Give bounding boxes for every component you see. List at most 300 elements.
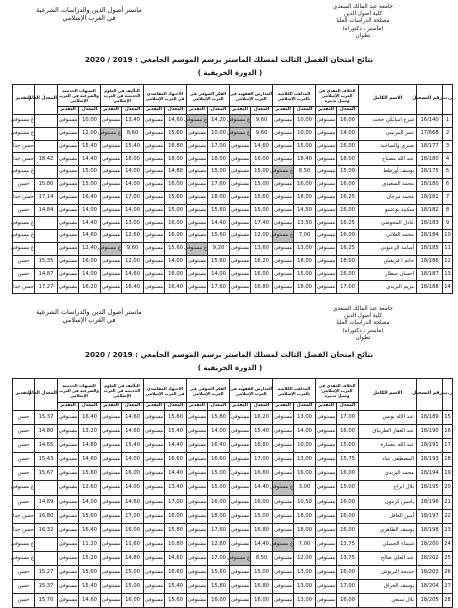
cell-module-average: 16,25 (337, 217, 359, 230)
cell-final-appreciation: حسن (13, 566, 35, 580)
cell-module-appreciation: مستوفى (144, 481, 165, 495)
cell-full-name: عبد العلي صالح (359, 551, 417, 565)
col-module-appreciation: التقدير (101, 403, 122, 411)
cell-module-appreciation: مستوفى (58, 439, 79, 453)
cell-module-appreciation: مستوفى (187, 140, 208, 153)
header-row (13, 379, 453, 403)
table-row (13, 594, 453, 608)
cell-module-average: 17,60 (208, 178, 230, 191)
table-row (13, 580, 453, 594)
cell-module-average: 16,00 (337, 425, 359, 439)
cell-module-appreciation: مستوفى (316, 580, 337, 594)
cell-registration: 16/140 (417, 115, 443, 128)
cell-module-appreciation: مستوفى (316, 127, 337, 140)
col-module-average: المعدل (79, 107, 101, 115)
cell-module-average: 3,00 (294, 481, 316, 495)
cell-module-average: 12,60 (122, 230, 144, 243)
table-row (13, 481, 453, 495)
cell-final-average: 14,89 (35, 495, 58, 509)
cell-module-average: 16,00 (251, 495, 273, 509)
cell-module-appreciation: مستوفى (316, 166, 337, 179)
cell-module-appreciation: مستوفى (187, 453, 208, 467)
cell-module-average: 17,00 (251, 453, 273, 467)
cell-num: 12 (443, 255, 453, 268)
cell-module-average: 14,00 (79, 495, 101, 509)
cell-module-appreciation: مستوفى (144, 495, 165, 509)
col-module-appreciation: التقدير (230, 107, 251, 115)
cell-module-average: 16,00 (251, 594, 273, 608)
cell-module-average: 18,00 (294, 523, 316, 537)
table-row (13, 230, 453, 243)
cell-module-average: 12,00 (294, 551, 316, 565)
cell-module-appreciation: مستوفى (144, 453, 165, 467)
cell-module-average: 14,60 (122, 495, 144, 509)
cell-final-average (35, 115, 58, 128)
cell-module-appreciation: مستوفى (230, 191, 251, 204)
cell-module-average: 12,00 (122, 255, 144, 268)
cell-module-appreciation: مستوفى (144, 166, 165, 179)
cell-module-average: 13,00 (294, 580, 316, 594)
cell-registration: 18/203 (417, 566, 443, 580)
cell-full-name: احسان سطار (359, 268, 417, 281)
cell-num: 9 (443, 217, 453, 230)
col-module-appreciation: التقدير (230, 403, 251, 411)
cell-module-average: 16,60 (208, 453, 230, 467)
cell-module-appreciation: مستوفى (144, 281, 165, 294)
cell-registration: 18/186 (417, 255, 443, 268)
cell-final-appreciation: غ مستوفى (13, 127, 35, 140)
cell-num: 8 (443, 204, 453, 217)
col-module-average: المعدل (165, 403, 187, 411)
cell-num: 17 (443, 439, 453, 453)
cell-module-average: 17,00 (122, 191, 144, 204)
cell-module-average: 15,75 (337, 453, 359, 467)
cell-module-appreciation: مستوفى (273, 495, 294, 509)
cell-module-average: 16,00 (165, 230, 187, 243)
cell-module-appreciation: مستوفى (316, 551, 337, 565)
table-row (13, 453, 453, 467)
university-line: (ماستر ، دكتوراه) (342, 25, 384, 32)
cell-module-appreciation: مستوفى (230, 566, 251, 580)
table-row (13, 115, 453, 128)
cell-module-appreciation: مستوفى (101, 140, 122, 153)
table-row (13, 268, 453, 281)
cell-module-appreciation: مستوفى (273, 566, 294, 580)
cell-module-appreciation: مستوفى (144, 411, 165, 425)
col-module-average: المعدل (251, 107, 273, 115)
col-module-average: المعدل (122, 107, 144, 115)
cell-num: 26 (443, 566, 453, 580)
cell-module-average: 15,00 (165, 204, 187, 217)
col-module-title: المذاهب الكلامية بالغرب الإسلامي (273, 85, 316, 107)
cell-module-average: 16,80 (251, 523, 273, 537)
col-module-title: المذاهب الكلامية بالغرب الإسلامي (273, 379, 316, 403)
cell-final-average (35, 166, 58, 179)
cell-module-appreciation: مستوفى (58, 204, 79, 217)
cell-module-average: 10,00 (294, 127, 316, 140)
cell-registration: 18/195 (417, 481, 443, 495)
col-module-title: الشبهات الحديثية والشرعية في الغرب الإسلامي (58, 379, 101, 403)
col-module-average: المعدل (208, 107, 230, 115)
cell-module-appreciation: مستوفى (316, 242, 337, 255)
cell-module-appreciation: مستوفى (316, 230, 337, 243)
cell-module-average: 17,00 (337, 580, 359, 594)
cell-module-average: 16,00 (165, 217, 187, 230)
cell-module-average: 16,00 (337, 204, 359, 217)
table-row (13, 191, 453, 204)
cell-module-appreciation: مستوفى (273, 281, 294, 294)
cell-module-appreciation: مستوفى (316, 425, 337, 439)
cell-module-average: 16,60 (251, 467, 273, 481)
col-module-appreciation: التقدير (144, 403, 165, 411)
cell-module-average: 14,60 (79, 594, 101, 608)
cell-module-appreciation: مستوفى (58, 594, 79, 608)
cell-module-average: 16,00 (122, 467, 144, 481)
cell-module-average: 15,60 (79, 509, 101, 523)
cell-num: 21 (443, 495, 453, 509)
cell-module-average: 12,80 (208, 537, 230, 551)
cell-module-appreciation: مستوفى (101, 551, 122, 565)
cell-final-average (35, 242, 58, 255)
cell-module-appreciation: مستوفى (101, 153, 122, 166)
cell-module-average: 15,00 (251, 204, 273, 217)
cell-module-appreciation: مستوفى (101, 230, 122, 243)
cell-module-average: 14,00 (122, 178, 144, 191)
cell-module-average: 16,00 (337, 140, 359, 153)
cell-final-average (35, 127, 58, 140)
table-row (13, 178, 453, 191)
cell-module-average: 15,60 (208, 230, 230, 243)
cell-module-appreciation: مستوفى (58, 268, 79, 281)
cell-module-appreciation: مستوفى (58, 153, 79, 166)
cell-final-appreciation: حسن (13, 255, 35, 268)
cell-module-appreciation: مستوفى (316, 467, 337, 481)
cell-module-appreciation: مستوفى (273, 115, 294, 128)
cell-module-average: 7,00 (294, 537, 316, 551)
cell-num: 2 (443, 127, 453, 140)
cell-num: 6 (443, 178, 453, 191)
cell-module-average: 17,00 (208, 140, 230, 153)
cell-module-average: 14,20 (208, 115, 230, 128)
cell-module-appreciation: مستوفى (187, 191, 208, 204)
col-module-appreciation: التقدير (58, 403, 79, 411)
cell-final-average (35, 537, 58, 551)
cell-module-appreciation: مستوفى (316, 453, 337, 467)
cell-module-appreciation: مستوفى (144, 178, 165, 191)
cell-module-appreciation: مستوفى (58, 481, 79, 495)
cell-module-appreciation: مستوفى (58, 242, 79, 255)
cell-final-appreciation: حسن جدا (13, 509, 35, 523)
cell-module-average: 14,00 (79, 204, 101, 217)
cell-full-name: مريم البزيدي (359, 281, 417, 294)
cell-module-appreciation: مستوفى (230, 255, 251, 268)
cell-module-average: 11,20 (79, 537, 101, 551)
cell-module-average: 18,00 (165, 153, 187, 166)
cell-module-appreciation: مستوفى (273, 242, 294, 255)
cell-module-appreciation: مستوفى (230, 495, 251, 509)
results-table (12, 378, 453, 608)
cell-module-appreciation: غ مستوفى (101, 242, 122, 255)
cell-module-average: 14,60 (79, 230, 101, 243)
cell-module-average: 15,60 (208, 566, 230, 580)
col-registration: رقم التسجيل (417, 85, 443, 115)
col-final-average: المعدل العام (35, 379, 58, 411)
cell-module-average: 14,60 (165, 115, 187, 128)
cell-registration: 18/181 (417, 191, 443, 204)
cell-module-appreciation: مستوفى (230, 217, 251, 230)
cell-full-name: أسامة الزعبوني (359, 242, 417, 255)
cell-final-appreciation: غ مستوفى (13, 242, 35, 255)
table-row (13, 523, 453, 537)
program-header (14, 6, 164, 22)
cell-module-appreciation: مستوفى (58, 523, 79, 537)
cell-module-average: 10,00 (208, 127, 230, 140)
cell-module-average: 16,60 (165, 566, 187, 580)
cell-module-appreciation: غ مستوفى (273, 537, 294, 551)
cell-module-average: 16,00 (294, 467, 316, 481)
cell-module-average: 14,40 (79, 153, 101, 166)
cell-final-appreciation: حسن جدا (13, 523, 35, 537)
cell-module-appreciation: مستوفى (58, 191, 79, 204)
cell-module-appreciation: مستوفى (144, 255, 165, 268)
cell-full-name: يوسف الطاهري (359, 523, 417, 537)
cell-module-average: 16,00 (208, 594, 230, 608)
cell-module-appreciation: مستوفى (58, 217, 79, 230)
cell-final-average: 15,37 (35, 411, 58, 425)
col-module-appreciation: التقدير (58, 107, 79, 115)
cell-module-average: 16,20 (79, 281, 101, 294)
cell-module-average: 15,00 (208, 467, 230, 481)
cell-full-name: بلال ابراح (359, 481, 417, 495)
col-module-appreciation: التقدير (187, 403, 208, 411)
cell-module-appreciation: مستوفى (273, 523, 294, 537)
table-row (13, 551, 453, 565)
cell-module-appreciation: مستوفى (101, 594, 122, 608)
cell-final-appreciation: حسن (13, 580, 35, 594)
cell-module-appreciation: مستوفى (273, 551, 294, 565)
cell-module-average: 17,00 (122, 509, 144, 523)
cell-module-average: 9,60 (251, 115, 273, 128)
results-table (12, 84, 453, 294)
cell-module-appreciation: غ مستوفى (273, 481, 294, 495)
cell-module-appreciation: مستوفى (101, 281, 122, 294)
cell-module-appreciation: مستوفى (273, 217, 294, 230)
cell-module-average: 12,40 (79, 242, 101, 255)
cell-final-average: 16,32 (35, 523, 58, 537)
cell-module-appreciation: مستوفى (58, 566, 79, 580)
cell-module-average: 15,40 (165, 425, 187, 439)
cell-full-name: المصطفى عياد (359, 453, 417, 467)
cell-module-average: 14,80 (165, 166, 187, 179)
cell-module-appreciation: مستوفى (58, 230, 79, 243)
cell-final-appreciation: حسن (13, 439, 35, 453)
cell-registration: 18/204 (417, 580, 443, 594)
cell-module-appreciation: مستوفى (58, 281, 79, 294)
table-row (13, 255, 453, 268)
cell-module-average: 10,80 (165, 537, 187, 551)
university-line: (ماستر ، دكتوراه) (342, 327, 384, 334)
cell-module-average: 18,00 (294, 191, 316, 204)
cell-module-average: 15,80 (208, 411, 230, 425)
cell-module-appreciation: مستوفى (101, 467, 122, 481)
cell-module-average: 13,50 (294, 217, 316, 230)
cell-module-average: 15,40 (79, 140, 101, 153)
cell-registration: 18/184 (417, 230, 443, 243)
cell-module-average: 15,00 (251, 566, 273, 580)
cell-num: 15 (443, 411, 453, 425)
cell-full-name: خديجة البربوش (359, 566, 417, 580)
cell-module-average: 10,00 (79, 115, 101, 128)
cell-module-average: 15,60 (79, 566, 101, 580)
cell-module-average: 14,60 (165, 551, 187, 565)
cell-module-average: 13,20 (79, 425, 101, 439)
cell-module-appreciation: مستوفى (144, 425, 165, 439)
cell-num: 5 (443, 166, 453, 179)
university-header (308, 306, 418, 342)
results-sheet-top (0, 0, 458, 300)
cell-full-name: سكينة بوعثمو (359, 204, 417, 217)
cell-module-appreciation: مستوفى (230, 411, 251, 425)
cell-module-average: 14,00 (294, 425, 316, 439)
cell-module-average: 16,20 (251, 411, 273, 425)
cell-module-appreciation: مستوفى (58, 255, 79, 268)
cell-module-average: 15,60 (165, 127, 187, 140)
university-line: جامعة عبد المالك السعدي (332, 4, 394, 10)
cell-module-average: 15,40 (251, 425, 273, 439)
table-row (13, 495, 453, 509)
cell-module-average: 13,40 (165, 481, 187, 495)
cell-full-name: عمر المرنيني (359, 127, 417, 140)
cell-module-appreciation: مستوفى (144, 551, 165, 565)
cell-module-appreciation: مستوفى (316, 153, 337, 166)
cell-registration: 18/194 (417, 467, 443, 481)
cell-module-appreciation: مستوفى (187, 268, 208, 281)
cell-registration: 18/190 (417, 425, 443, 439)
cell-final-appreciation: حسن (13, 268, 35, 281)
col-module-appreciation: التقدير (273, 107, 294, 115)
col-module-title: الاجتهاد المقاصدي في الغرب الإسلامي (144, 85, 187, 107)
cell-module-appreciation: مستوفى (230, 523, 251, 537)
cell-module-average: 14,40 (165, 467, 187, 481)
cell-module-appreciation: مستوفى (273, 191, 294, 204)
cell-module-appreciation: مستوفى (144, 217, 165, 230)
cell-module-average: 18,00 (208, 153, 230, 166)
cell-module-average: 14,40 (208, 217, 230, 230)
cell-module-average: 14,60 (122, 425, 144, 439)
cell-module-average: 13,40 (122, 115, 144, 128)
cell-module-appreciation: مستوفى (101, 178, 122, 191)
cell-full-name: يوسف أورطط (359, 166, 417, 179)
cell-module-appreciation: غ مستوفى (187, 242, 208, 255)
table-row (13, 166, 453, 179)
cell-module-appreciation: مستوفى (316, 594, 337, 608)
cell-module-average: 17,40 (251, 217, 273, 230)
cell-final-average: 15,67 (35, 467, 58, 481)
cell-registration: 18/188 (417, 281, 443, 294)
university-line: تطوان (355, 334, 371, 341)
cell-module-appreciation: مستوفى (144, 191, 165, 204)
cell-final-average: 14,65 (35, 439, 58, 453)
cell-full-name: عادل المخوضي (359, 217, 417, 230)
cell-module-average: 14,80 (79, 439, 101, 453)
cell-module-appreciation: مستوفى (58, 166, 79, 179)
cell-module-appreciation: غ مستوفى (230, 127, 251, 140)
cell-module-appreciation: مستوفى (58, 115, 79, 128)
cell-module-average: 15,00 (79, 178, 101, 191)
cell-registration: 18/177 (417, 140, 443, 153)
cell-module-average: 15,60 (165, 411, 187, 425)
col-full-name: الاسم الكامل (359, 379, 417, 411)
cell-module-appreciation: مستوفى (101, 537, 122, 551)
cell-final-average: 15,80 (35, 178, 58, 191)
cell-module-appreciation: مستوفى (58, 509, 79, 523)
cell-num: 1 (443, 115, 453, 128)
cell-module-appreciation: مستوفى (101, 580, 122, 594)
cell-module-average: 15,00 (122, 566, 144, 580)
results-title: نتائج امتحان الفصل الثالث لمسلك الماستر برسم الموسم الجامعي : 2019 / 2020 (84, 350, 374, 359)
cell-module-appreciation: مستوفى (101, 191, 122, 204)
cell-full-name: عبد الإله يونس (359, 411, 417, 425)
university-header (308, 4, 418, 40)
cell-module-average: 16,00 (165, 268, 187, 281)
cell-module-appreciation: مستوفى (273, 439, 294, 453)
cell-module-appreciation: مستوفى (187, 439, 208, 453)
cell-final-appreciation: حسن (13, 425, 35, 439)
cell-module-appreciation: مستوفى (316, 115, 337, 128)
cell-module-average: 14,00 (208, 425, 230, 439)
cell-full-name: محمد مرجان (359, 191, 417, 204)
cell-module-appreciation: مستوفى (144, 230, 165, 243)
col-registration: رقم التسجيل (417, 379, 443, 411)
cell-module-average: 13,00 (294, 242, 316, 255)
cell-full-name: بلال سبعي (359, 594, 417, 608)
cell-module-appreciation: مستوفى (144, 594, 165, 608)
cell-module-appreciation: مستوفى (230, 140, 251, 153)
cell-module-appreciation: مستوفى (230, 268, 251, 281)
cell-module-appreciation: مستوفى (316, 495, 337, 509)
cell-final-appreciation: حسن (13, 204, 35, 217)
cell-module-appreciation: مستوفى (230, 153, 251, 166)
cell-module-appreciation: مستوفى (187, 566, 208, 580)
cell-module-appreciation: مستوفى (273, 127, 294, 140)
cell-final-appreciation: حسن (13, 411, 35, 425)
cell-module-average: 10,50 (294, 495, 316, 509)
cell-module-appreciation: مستوفى (187, 467, 208, 481)
cell-module-average: 14,50 (294, 204, 316, 217)
cell-module-average: 16,00 (337, 523, 359, 537)
cell-module-appreciation: مستوفى (316, 509, 337, 523)
cell-module-average: 15,00 (251, 166, 273, 179)
cell-module-appreciation: مستوفى (273, 268, 294, 281)
col-module-title: الفكر الصوفي في الغرب الإسلامي (187, 85, 230, 107)
cell-module-average: 14,00 (122, 453, 144, 467)
cell-module-average: 16,40 (122, 281, 144, 294)
cell-num: 22 (443, 509, 453, 523)
cell-module-average: 16,40 (79, 191, 101, 204)
university-line: تطوان (355, 32, 371, 39)
cell-module-appreciation: مستوفى (316, 140, 337, 153)
cell-module-average: 16,00 (337, 178, 359, 191)
col-module-average: المعدل (337, 107, 359, 115)
cell-registration: 18/200 (417, 537, 443, 551)
cell-final-average (35, 217, 58, 230)
cell-module-average: 10,00 (294, 439, 316, 453)
cell-module-appreciation: مستوفى (273, 467, 294, 481)
cell-module-appreciation: مستوفى (273, 255, 294, 268)
cell-module-average: 16,20 (251, 255, 273, 268)
cell-module-average: 17,00 (165, 495, 187, 509)
cell-module-appreciation: مستوفى (144, 537, 165, 551)
